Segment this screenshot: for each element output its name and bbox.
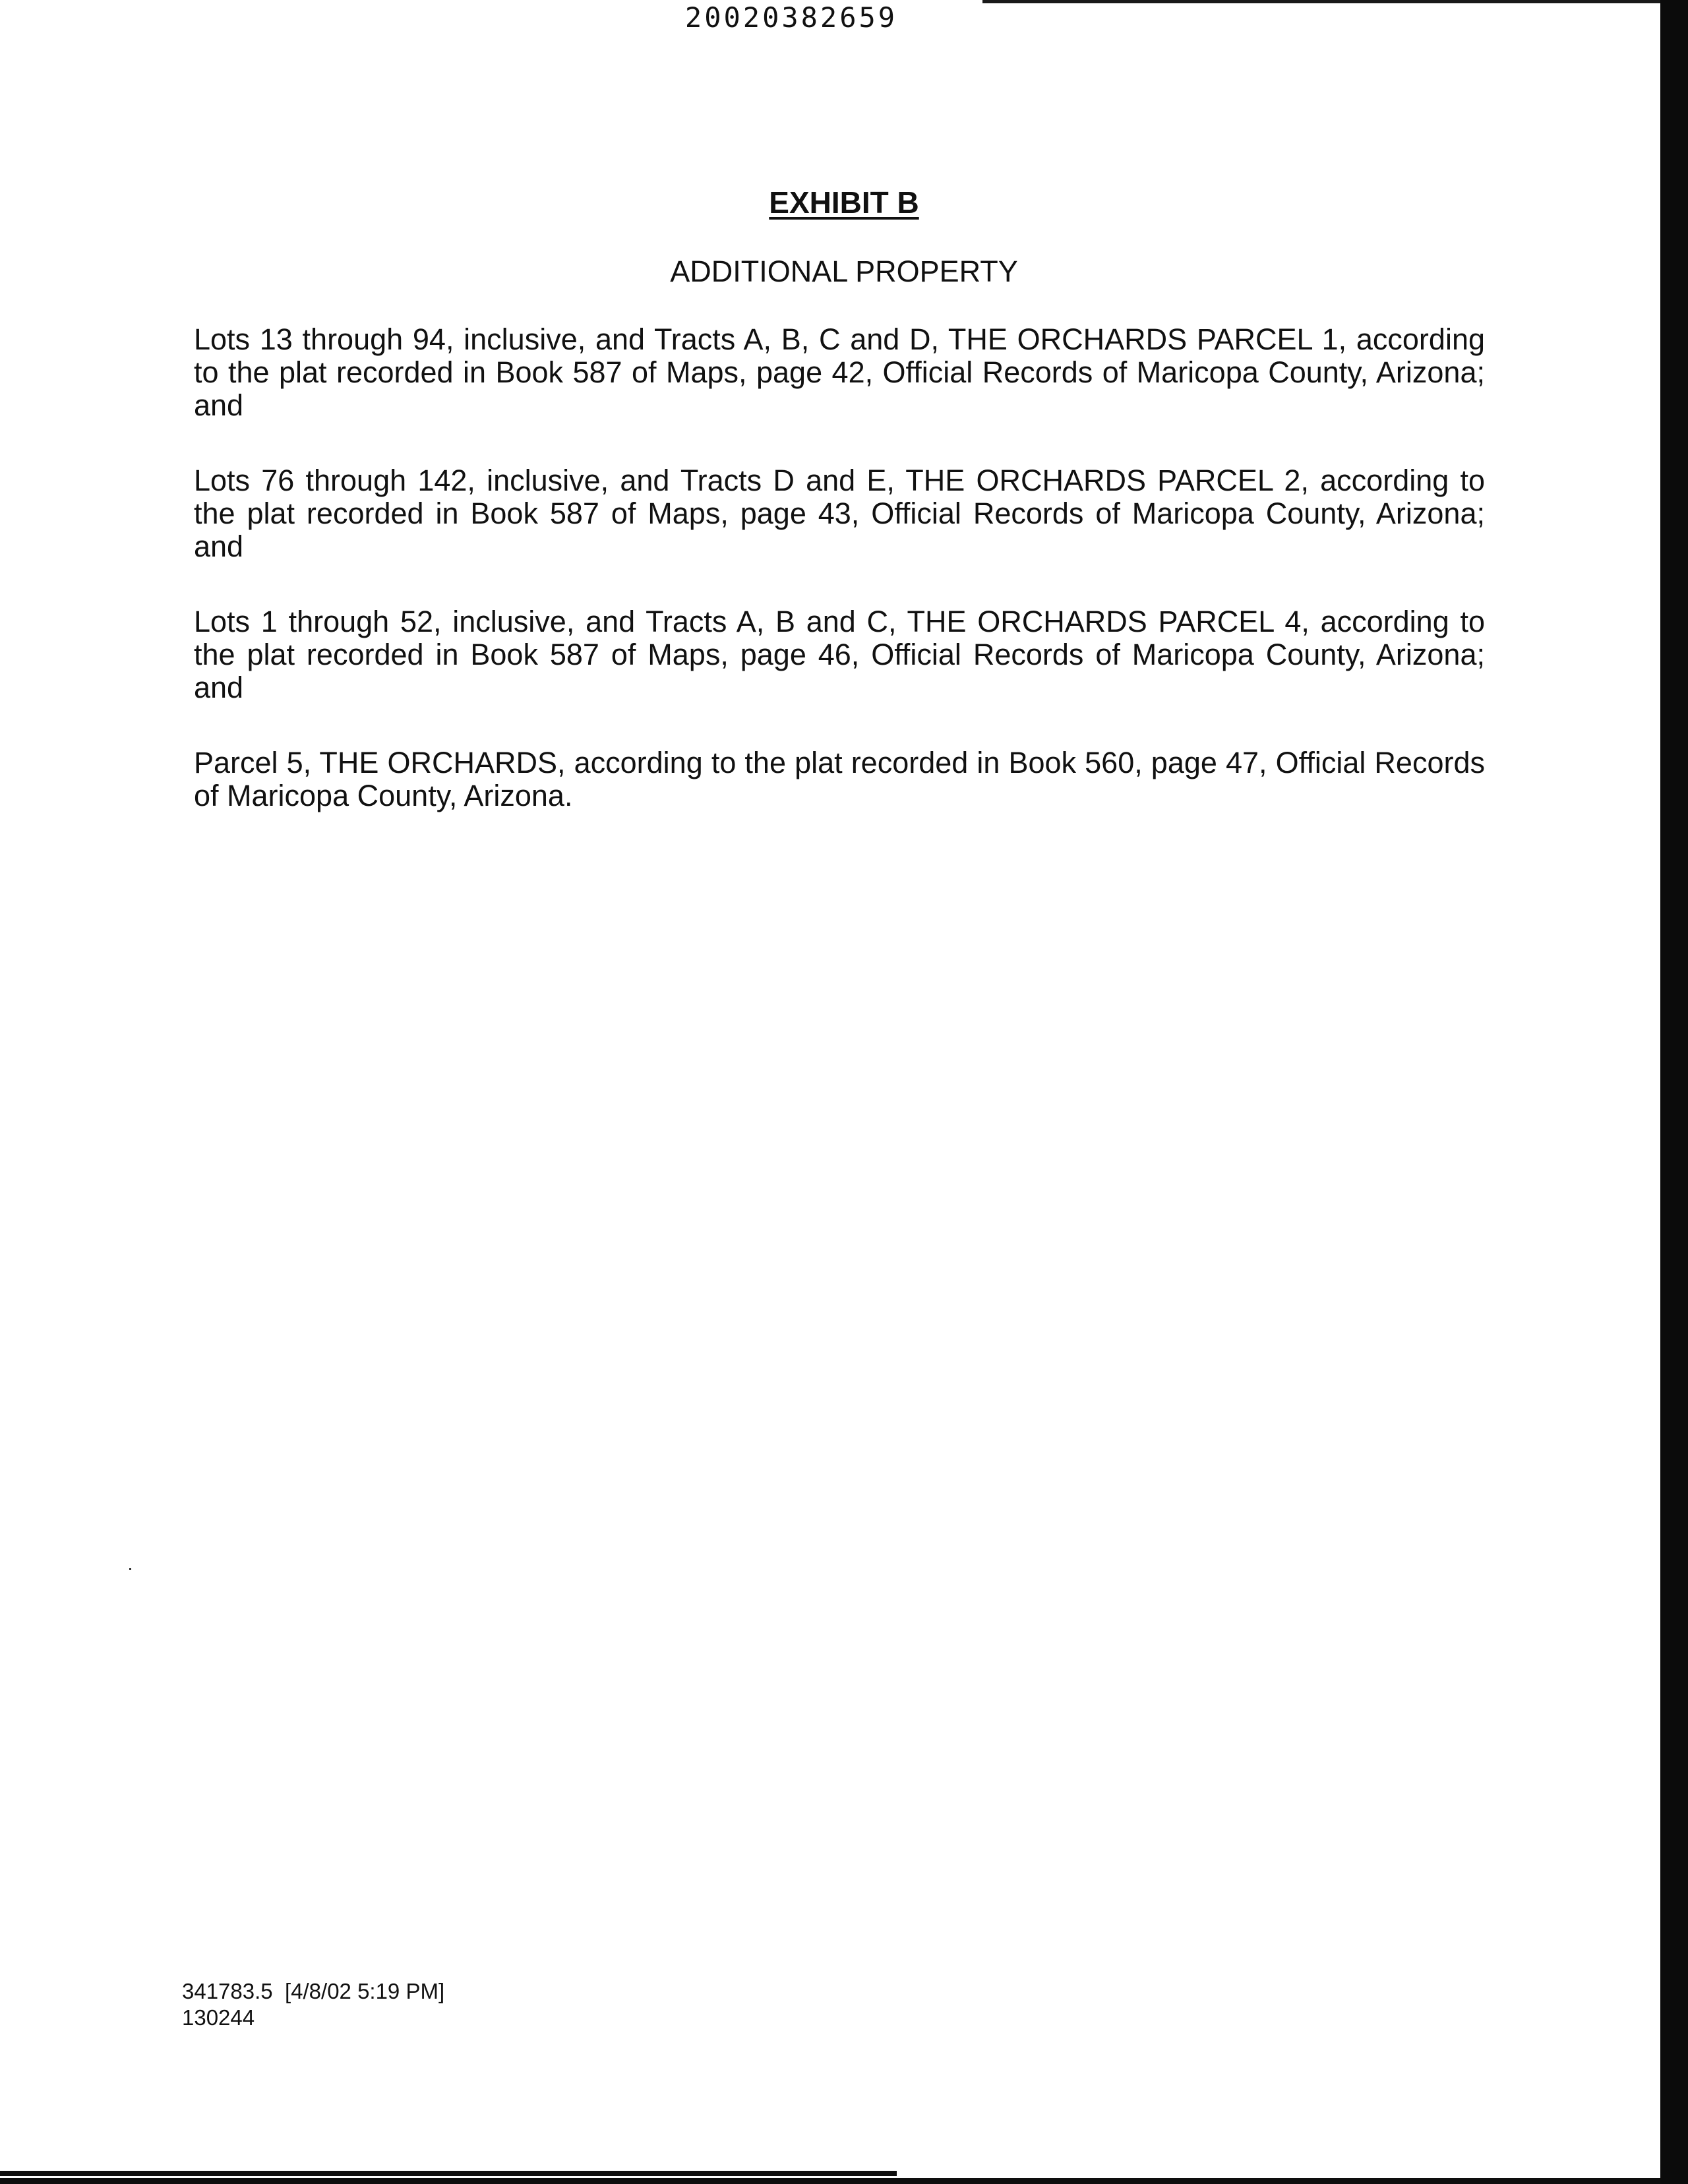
document-footer bbox=[182, 1978, 444, 2031]
scan-edge-right bbox=[1660, 0, 1688, 2184]
paragraph-parcel-5: Parcel 5, THE ORCHARDS, according to the plat recorded in Book 560, page 47, Official Records of Maricopa County, Arizona. bbox=[194, 746, 1485, 812]
scan-edge-bottom-lower bbox=[0, 2178, 1660, 2184]
paragraph-parcel-1: Lots 13 through 94, inclusive, and Tracts A, B, C and D, THE ORCHARDS PARCEL 1, according to the plat recorded in Book 587 of Maps, page 42, Official Records of Maricopa County, Arizona; and bbox=[194, 322, 1485, 422]
footer-client-number: 130244 bbox=[182, 2005, 255, 2030]
recording-number: 20020382659 bbox=[684, 1, 898, 34]
footer-doc-id: 341783.5 [4/8/02 5:19 PM] bbox=[182, 1979, 445, 2003]
paragraph-parcel-4: Lots 1 through 52, inclusive, and Tracts A, B and C, THE ORCHARDS PARCEL 4, according to the plat recorded in Book 587 of Maps, page 46, Official Records of Maricopa County, Arizona; and bbox=[194, 605, 1485, 704]
scan-speck bbox=[129, 1568, 131, 1570]
exhibit-title: EXHIBIT B bbox=[769, 185, 919, 220]
exhibit-subtitle: ADDITIONAL PROPERTY bbox=[670, 255, 1018, 288]
paragraph-parcel-2: Lots 76 through 142, inclusive, and Tracts D and E, THE ORCHARDS PARCEL 2, according to the plat recorded in Book 587 of Maps, page 43, Official Records of Maricopa County, Arizona; and bbox=[194, 464, 1485, 563]
property-description bbox=[194, 323, 1485, 855]
scan-edge-bottom bbox=[0, 2171, 897, 2176]
